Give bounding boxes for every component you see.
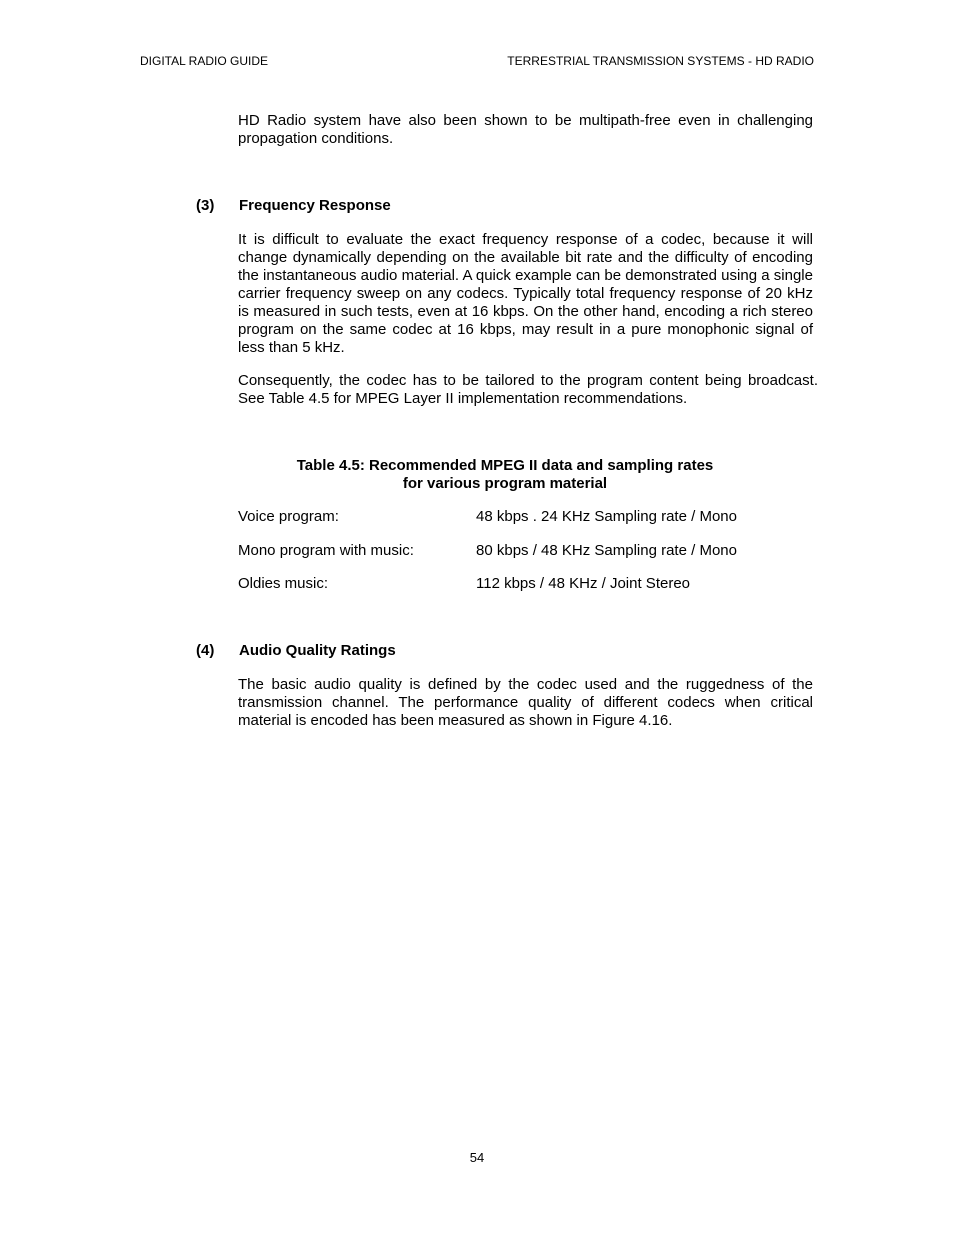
table-row-label: Mono program with music: — [238, 542, 414, 559]
section-3-paragraph-2: Consequently, the codec has to be tailored to the program content being broadcast. See Table 4.5 for MPEG Layer II implementation recommendations. — [238, 372, 818, 407]
table-caption-line-2: for various program material — [402, 475, 608, 492]
intro-paragraph: HD Radio system have also been shown to be multipath-free even in challenging propagation conditions. — [238, 112, 813, 147]
section-3-paragraph-1: It is difficult to evaluate the exact frequency response of a codec, because it will change dynamically depending on the available bit rate and the difficulty of encoding the instantaneous audio material. A quick example can be demonstrated using a single carrier frequency sweep on any codecs. Typically total frequency response of 20 kHz is measured in such tests, even at 16 kbps. On the other hand, encoding a rich stereo program on the same codec at 16 kbps, may result in a pure monophonic signal of less than 5 kHz. — [238, 231, 813, 356]
running-header-left: DIGITAL RADIO GUIDE — [140, 54, 269, 68]
section-3-title: Frequency Response — [239, 197, 391, 214]
table-caption-line-1: Table 4.5: Recommended MPEG II data and sampling rates — [296, 457, 714, 474]
table-caption — [190, 457, 820, 493]
table-row-label: Oldies music: — [238, 575, 329, 592]
table-row-value: 112 kbps / 48 KHz / Joint Stereo — [476, 575, 691, 592]
running-header-right: TERRESTRIAL TRANSMISSION SYSTEMS - HD RADIO — [507, 54, 814, 68]
section-4-paragraph-1: The basic audio quality is defined by the codec used and the ruggedness of the transmission channel. The performance quality of different codecs when critical material is encoded has been measured as shown in Figure 4.16. — [238, 676, 813, 729]
page-number: 54 — [469, 1150, 485, 1165]
table-row-label: Voice program: — [238, 508, 339, 525]
table-row-value: 80 kbps / 48 KHz Sampling rate / Mono — [476, 542, 737, 559]
section-4-number: (4) — [196, 642, 215, 659]
table-row-value: 48 kbps . 24 KHz Sampling rate / Mono — [476, 508, 737, 525]
section-3-number: (3) — [196, 197, 215, 214]
section-4-title: Audio Quality Ratings — [239, 642, 396, 659]
